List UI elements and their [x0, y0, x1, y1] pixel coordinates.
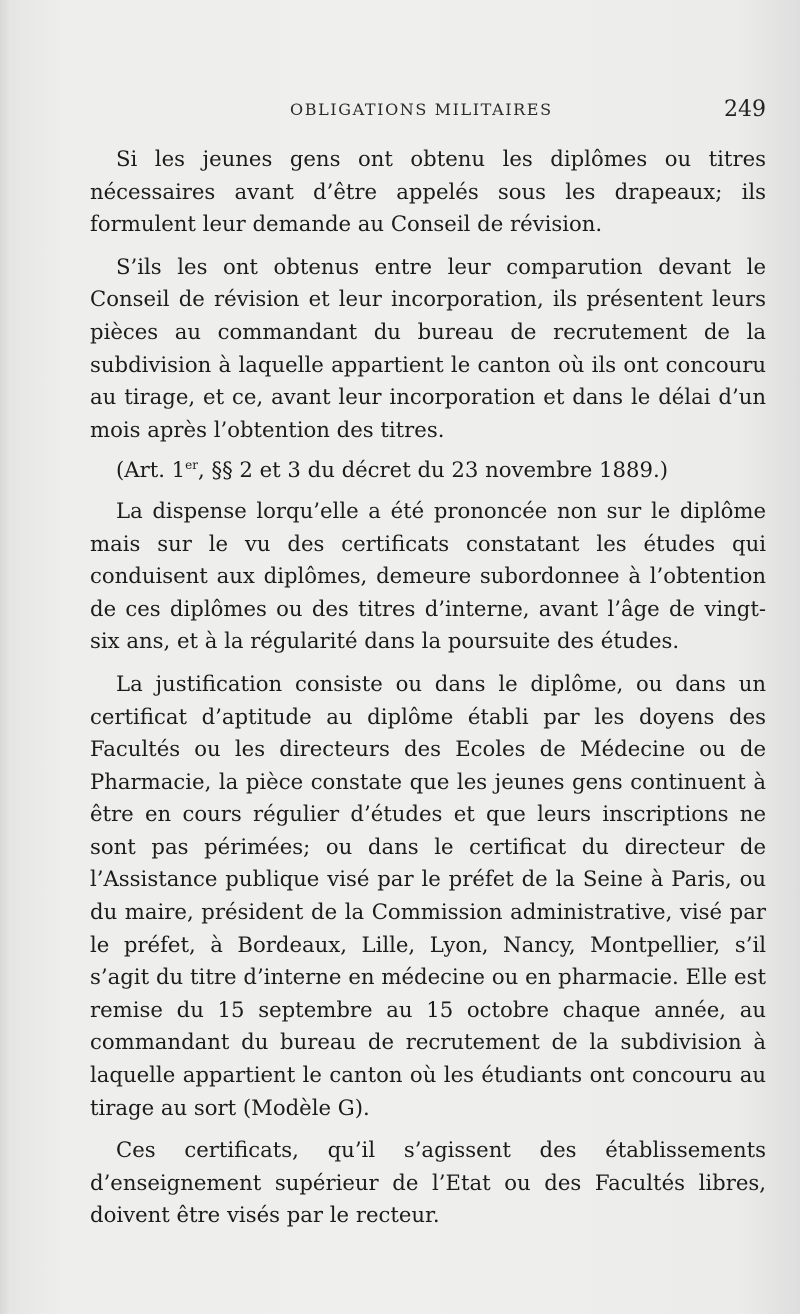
article-ref-superscript: er — [185, 458, 199, 473]
article-ref-end: , §§ 2 et 3 du décret du 23 novembre 1889.) — [198, 457, 668, 483]
page-header — [90, 97, 766, 127]
paragraph-1: Si les jeunes gens ont obtenu les diplômes ou titres nécessaires avant d’être appelés sous les drapeaux; ils formulent leur demande au Conseil de révision. — [90, 146, 766, 237]
paragraph-4: La justification consiste ou dans le diplôme, ou dans un certificat d’aptitude au diplôme établi par les doyens des Facultés ou les directeurs des Ecoles de Médecine ou de Pharmacie, la pièce constate que les jeunes gens continuent à être en cours régulier d’études et que leurs inscriptions ne sont pas périmées; ou dans le certificat du directeur de l’Assistance publique visé par le préfet de la Seine à Paris, ou du maire, président de la Commission administrative, visé par le préfet, à Bordeaux, Lille, Lyon, Nancy, Montpellier, s’il s’agit du titre d’interne en médecine ou en pharmacie. Elle est remise du 15 septembre au 15 octobre chaque année, au commandant du bureau de recrutement de la subdivision à laquelle appartient le canton où les étudiants ont concouru au tirage au sort (Modèle G). — [90, 670, 766, 1120]
paragraph-2: S’ils les ont obtenus entre leur comparution devant le Conseil de révision et leur incorporation, ils présentent leurs pièces au commandant du bureau de recrutement de la subdivision à laquelle appartient le canton où ils ont concouru au tirage, et ce, avant leur incorporation et dans le délai d’un mois après l’obtention des titres. — [90, 253, 766, 442]
page-number: 249 — [724, 97, 766, 122]
body-text — [90, 143, 766, 1242]
paragraph-3: La dispense lorqu’elle a été prononcée non sur le diplôme mais sur le vu des certificats constatant les études qui conduisent aux diplômes, demeure subordonnee à l’obtention de ces diplômes ou des titres d’interne, avant l’âge de vingt-six ans, et à la régularité dans la poursuite des études. — [90, 497, 766, 654]
page-edge-shadow — [0, 0, 10, 1314]
running-title: OBLIGATIONS MILITAIRES — [290, 100, 553, 119]
paragraph-5: Ces certificats, qu’il s’agissent des établissements d’enseignement supérieur de l’Etat ou des Facultés libres, doivent être visés par le recteur. — [90, 1137, 766, 1228]
article-ref-start: (Art. 1 — [116, 457, 186, 483]
article-reference — [90, 454, 766, 487]
